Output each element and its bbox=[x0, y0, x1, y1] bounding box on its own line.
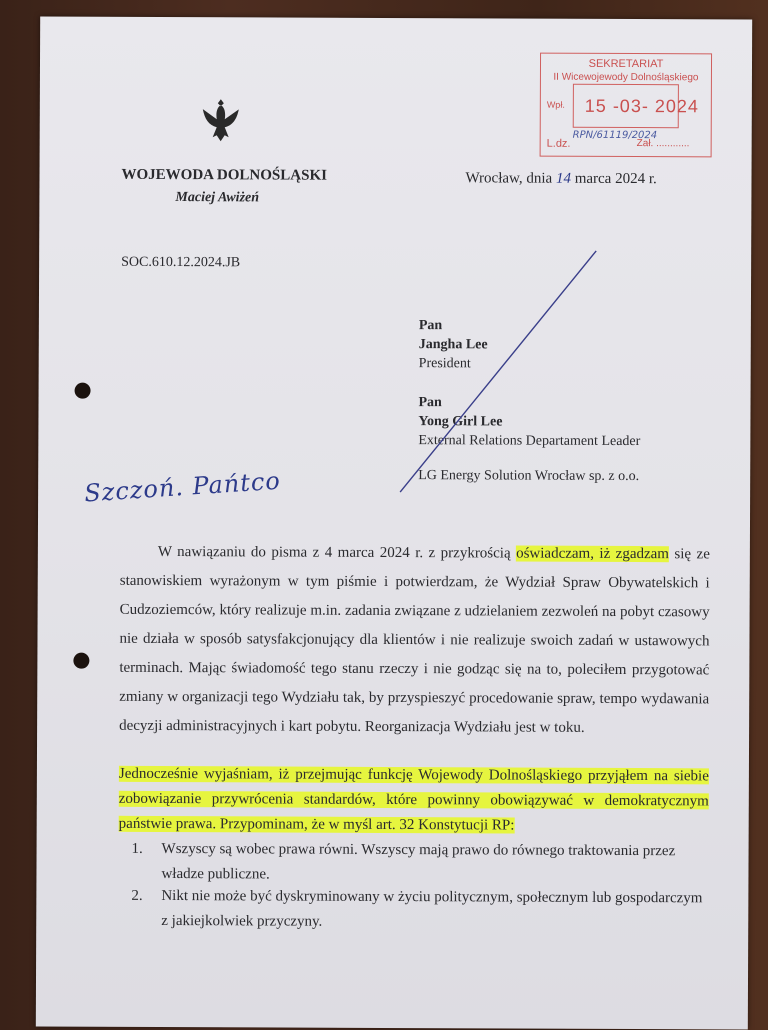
stamp-date: 15 -03- 2024 bbox=[584, 95, 699, 117]
addressee-salutation: Pan bbox=[418, 395, 442, 411]
letter-page bbox=[36, 16, 752, 1029]
stamp-ref-label: L.dz. bbox=[546, 137, 571, 150]
company-name: LG Energy Solution Wrocław sp. z o.o. bbox=[418, 468, 640, 485]
addressee-salutation: Pan bbox=[418, 318, 443, 334]
stamp-received-label: Wpł. bbox=[546, 99, 565, 110]
handwritten-note: Szczoń. Pańtco bbox=[83, 466, 282, 508]
paragraph-1-rest: się ze stanowiskiem wyrażonym w tym piśmie i potwierdzam, że Wydział Spraw Obywatelskich i Cudzoziemców, który realizuje m.in. zadania związane z udzielaniem zezwoleń na pobyt czasowy nie działa w sposób satysfakcjonujący dla klientów i nie realizuje swoich zadań w ustawowych terminach. Mając świadomość tego stanu rzeczy i nie godząc się na to, poleciłem przygotować zmiany w organizacji tego Wydziału tak, by przyspieszyć procedowanie spraw, tempo wydawania decyzji administracyjnych i kart pobytu. Reorganizacja Wydziału jest w toku. bbox=[119, 546, 710, 736]
list-text: Nikt nie może być dyskryminowany w życiu politycznym, społecznym lub gospodarczym z jakiejkolwiek przyczyny. bbox=[161, 887, 703, 930]
addressee-role: External Relations Departament Leader bbox=[418, 433, 641, 450]
handwritten-day: 14 bbox=[555, 170, 572, 187]
signatory-name: Maciej Awiżeń bbox=[175, 190, 260, 206]
list-number: 2. bbox=[131, 887, 143, 904]
paragraph-2 bbox=[119, 762, 709, 840]
list-text: Wszyscy są wobec prawa równi. Wszyscy mają prawo do równego traktowania przez władze publiczne. bbox=[161, 840, 676, 883]
authority-title: WOJEWODA DOLNOŚLĄSKI bbox=[121, 166, 328, 184]
addressee-name: Yong Girl Lee bbox=[418, 414, 503, 430]
paragraph-1 bbox=[119, 538, 710, 744]
place-date-suffix: marca 2024 r. bbox=[574, 170, 657, 188]
addressee-role: President bbox=[418, 356, 471, 372]
highlighted-text: oświadczam, iż zgadzam bbox=[516, 545, 670, 563]
paragraph-1-start: W nawiązaniu do pisma z 4 marca 2024 r. z przykrością bbox=[157, 543, 517, 562]
list-item bbox=[131, 837, 706, 889]
stamp-subtitle: II Wicewojewody Dolnośląskiego bbox=[553, 71, 699, 84]
list-number: 1. bbox=[131, 840, 143, 857]
case-reference: SOC.610.12.2024.JB bbox=[121, 254, 241, 271]
stamp-attachments: Zał. ............ bbox=[636, 138, 690, 150]
place-date-prefix: Wrocław, dnia bbox=[465, 170, 553, 187]
stamp-title: SEKRETARIAT bbox=[588, 57, 664, 71]
highlighted-text: Jednocześnie wyjaśniam, iż przejmując funkcję Wojewody Dolnośląskiego przyjąłem na siebie zobowiązanie przywrócenia standardów, które powinny obowiązywać w demokratycznym państwie prawa. Przypominam, że w myśl art. 32 Konstytucji RP: bbox=[118, 765, 709, 834]
list-item bbox=[131, 884, 706, 936]
pen-strike-line bbox=[38, 16, 752, 539]
stamp-ref-number: RPN/61119/2024 bbox=[572, 129, 658, 142]
addressee-name: Jangha Lee bbox=[418, 337, 488, 353]
punch-hole bbox=[73, 653, 89, 669]
